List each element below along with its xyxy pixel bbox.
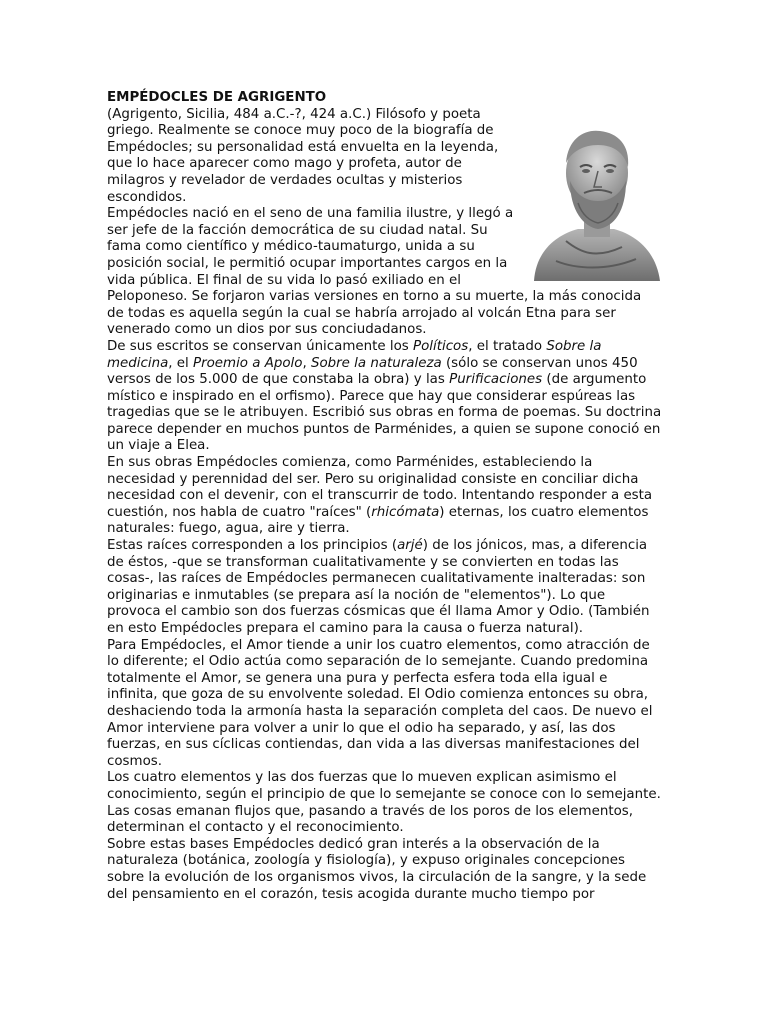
- paragraph: [107, 455, 662, 538]
- italic-text: Proemio a Apolo: [193, 355, 303, 371]
- text-run: ,: [302, 355, 311, 371]
- paragraph: [107, 339, 662, 455]
- text-run: Estas raíces corresponden a los principios (: [107, 538, 398, 554]
- paragraph: [107, 770, 662, 836]
- text-run: Para Empédocles, el Amor tiende a unir los cuatro elementos, como atracción de lo diferente; el Odio actúa como separación de lo semejante. Cuando predomina totalmente el Amor, se genera una pura y perfecta esfera toda ella igual e infinita, que goza de su envolvente soledad. El Odio comienza entonces su obra, deshaciendo toda la armonía hasta la separación completa del caos. De nuevo el Amor interviene para volver a unir lo que el odio ha separado, y así, las dos fuerzas, en sus cíclicas contiendas, dan vida a las diversas manifestaciones del cosmos.: [107, 637, 653, 769]
- italic-text: rhicómata: [371, 504, 440, 520]
- text-run: De sus escritos se conservan únicamente los: [107, 338, 414, 354]
- text-run: (de argumento místico e inspirado en el orfismo). Parece que hay que considerar espúreas las tragedias que se le atribuyen. Escribió sus obras en forma de poemas. Su doctrina parece depender en muchos puntos de Parménides, a quien se supone conoció en un viaje a Elea.: [107, 372, 662, 454]
- text-run: Empédocles nació en el seno de una familia ilustre, y llegó a ser jefe de la facción democrática de su ciudad natal. Su fama como científico y médico-taumaturgo, unida a su posición social, le permitió ocupar importantes cargos en la vida pública. El final de su vida lo pasó exiliado en el Peloponeso. Se forjaron varias versiones en torno a su muerte, la más conocida de todas es aquella según la cual se habría arrojado al volcán Etna para ser venerado como un dios por sus conciudadanos.: [107, 206, 642, 338]
- italic-text: Sobre la naturaleza: [310, 355, 442, 371]
- paragraph: [107, 837, 662, 903]
- text-run: (sólo se conservan unos 450 versos de los 5.000 de que constaba la obra) y las: [107, 355, 638, 388]
- italic-text: Sobre la medicina: [107, 338, 602, 371]
- document-body: [107, 90, 662, 903]
- paragraph: [107, 538, 662, 638]
- bust-portrait-icon: [526, 123, 664, 281]
- italic-text: arjé: [397, 538, 423, 554]
- text-run: , el: [168, 355, 194, 371]
- text-run: Los cuatro elementos y las dos fuerzas que lo mueven explican asimismo el conocimiento, según el principio de que lo semejante se conoce con lo semejante. Las cosas emanan flujos que, pasando a través de los poros de los elementos, determinan el contacto y el reconocimiento.: [107, 770, 661, 836]
- bust-portrait-image: [526, 123, 664, 281]
- paragraph: [107, 638, 662, 771]
- text-run: (Agrigento, Sicilia, 484 a.C.-?, 424 a.C.) Filósofo y poeta griego. Realmente se conoce muy poco de la biografía de Empédocles; su personalidad está envuelta en la leyenda, que lo hace aparecer como mago y profeta, autor de milagros y revelador de verdades ocultas y misterios escondidos.: [107, 106, 499, 205]
- text-run: ) eternas, los cuatro elementos naturales: fuego, agua, aire y tierra.: [107, 504, 649, 537]
- text-run: , el tratado: [468, 338, 547, 354]
- text-run: ) de los jónicos, mas, a diferencia de éstos, -que se transforman cualitativamente y se convierten en todas las cosas-, las raíces de Empédocles permanecen cualitativamente inalteradas: son originarias e inmutables (se prepara así la noción de "elementos"). Lo que provoca el cambio son dos fuerzas cósmicas que él llama Amor y Odio. (También en esto Empédocles prepara el camino para la causa o fuerza natural).: [107, 538, 650, 636]
- italic-text: Políticos: [413, 338, 469, 354]
- document-title: EMPÉDOCLES DE AGRIGENTO: [107, 90, 327, 105]
- text-run: Sobre estas bases Empédocles dedicó gran interés a la observación de la naturaleza (botánica, zoología y fisiología), y expuso originales concepciones sobre la evolución de los organismos vivos, la circulación de la sangre, y la sede del pensamiento en el corazón, tesis acogida durante mucho tiempo por: [107, 836, 647, 902]
- italic-text: Purificaciones: [449, 372, 543, 388]
- text-run: En sus obras Empédocles comienza, como Parménides, estableciendo la necesidad y perennidad del ser. Pero su originalidad consiste en conciliar dicha necesidad con el devenir, con el transcurrir de todo. Intentando responder a esta cuestión, nos habla de cuatro "raíces" (: [107, 455, 653, 520]
